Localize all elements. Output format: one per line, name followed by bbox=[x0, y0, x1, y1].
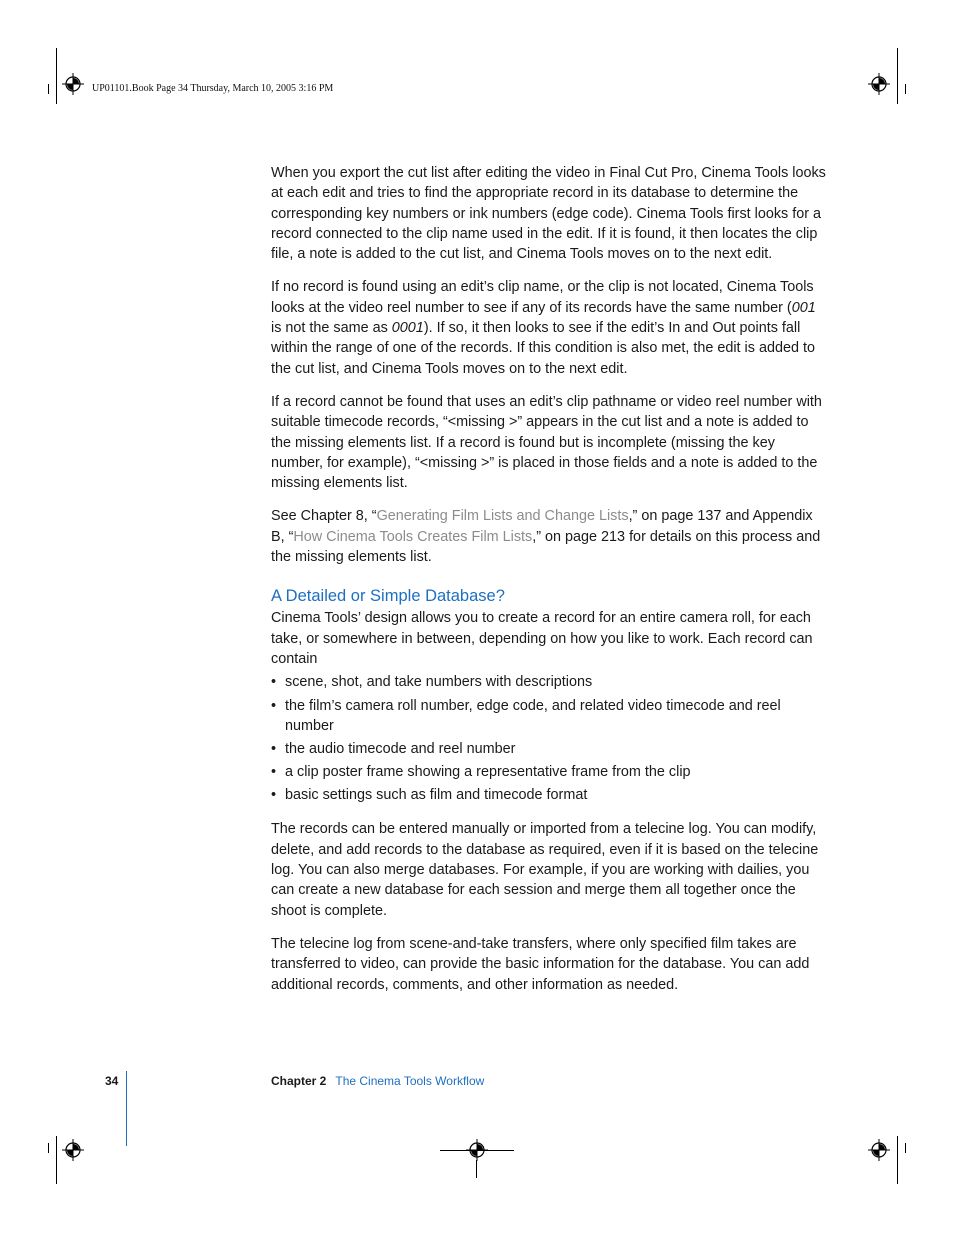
paragraph: When you export the cut list after editing the video in Final Cut Pro, Cinema Tools looks at each edit and tries to find the appropriate record in its database to determine the corresponding key numbers or ink numbers (edge code). Cinema Tools first looks for a record connected to the clip name used in the edit. If it is found, it then locates the clip file, a note is added to the cut list, and Cinema Tools moves on to the next edit. bbox=[271, 165, 826, 263]
list-item-text: the film’s camera roll number, edge code, and related video timecode and reel number bbox=[285, 697, 781, 734]
paragraph-text: If no record is found using an edit’s clip name, or the clip is not located, Cinema Tools looks at the video reel number to see if any of its records have the same number ( bbox=[271, 279, 814, 316]
paragraph-text: ,” on page 137 and Appendix B, “ bbox=[271, 508, 813, 545]
crop-mark bbox=[48, 84, 49, 94]
crop-mark bbox=[48, 1143, 49, 1153]
bullet-list bbox=[271, 672, 826, 805]
paragraph-text: ,” on page 213 for details on this process and the missing elements list. bbox=[271, 528, 821, 566]
bullet-icon: • bbox=[271, 674, 277, 691]
bullet-icon: • bbox=[271, 764, 277, 781]
paragraph bbox=[271, 506, 826, 567]
list-item-text: basic settings such as film and timecode format bbox=[285, 787, 588, 804]
registration-mark-icon bbox=[62, 1139, 84, 1161]
list-item-text: scene, shot, and take numbers with descriptions bbox=[285, 674, 593, 691]
paragraph: The telecine log from scene-and-take transfers, where only specified film takes are transferred to video, can provide the basic information for the database. You can add additional records, comments, and other information as needed. bbox=[271, 935, 810, 993]
paragraph-text: ). If so, it then looks to see if the edit’s In and Out points fall within the range of one of the records. If this condition is also met, the edit is added to the cut list, and Cinema Tools moves on to the next edit. bbox=[271, 320, 815, 377]
footer-chapter bbox=[271, 1074, 484, 1088]
chapter-label: Chapter 2 bbox=[271, 1074, 327, 1088]
crop-mark bbox=[56, 1136, 57, 1184]
crop-mark bbox=[905, 1143, 906, 1153]
bullet-icon: • bbox=[271, 787, 277, 804]
paragraph bbox=[271, 277, 826, 378]
registration-mark-icon bbox=[62, 73, 84, 95]
chapter-title-link[interactable]: The Cinema Tools Workflow bbox=[335, 1074, 485, 1088]
list-item bbox=[271, 762, 826, 782]
page-number: 34 bbox=[105, 1074, 119, 1088]
section-heading: A Detailed or Simple Database? bbox=[271, 587, 505, 606]
emphasis-text: 001 bbox=[791, 299, 816, 316]
cross-reference-link[interactable]: Generating Film Lists and Change Lists bbox=[376, 508, 629, 525]
list-item bbox=[271, 785, 826, 805]
print-slug: UP01101.Book Page 34 Thursday, March 10, 2005 3:16 PM bbox=[92, 83, 334, 94]
paragraph-text: See Chapter 8, “ bbox=[271, 508, 377, 525]
list-item-text: the audio timecode and reel number bbox=[285, 740, 516, 757]
bullet-icon: • bbox=[271, 740, 277, 757]
list-item bbox=[271, 672, 826, 692]
cross-reference-link[interactable]: How Cinema Tools Creates Film Lists bbox=[293, 528, 533, 545]
list-item bbox=[271, 739, 826, 759]
registration-mark-icon bbox=[868, 73, 890, 95]
registration-mark-icon bbox=[868, 1139, 890, 1161]
list-item bbox=[271, 696, 826, 736]
bullet-icon: • bbox=[271, 697, 277, 714]
crop-mark bbox=[56, 48, 57, 104]
list-item-text: a clip poster frame showing a representative frame from the clip bbox=[285, 764, 691, 781]
crop-mark bbox=[476, 1160, 477, 1178]
crop-mark bbox=[897, 48, 898, 104]
paragraph: The records can be entered manually or imported from a telecine log. You can modify, delete, and add records to the database as required, even if it is based on the telecine log. You can also merge databases. For example, if you are working with dailies, you can create a new database for each session and merge them all together once the shoot is complete. bbox=[271, 821, 819, 919]
footer-divider bbox=[126, 1071, 127, 1146]
paragraph: Cinema Tools’ design allows you to create a record for an entire camera roll, for each take, or somewhere in between, depending on how you like to work. Each record can contain bbox=[271, 610, 813, 667]
crop-mark bbox=[905, 84, 906, 94]
crop-mark bbox=[897, 1136, 898, 1184]
registration-mark-icon bbox=[466, 1139, 488, 1161]
main-content bbox=[271, 163, 826, 1008]
emphasis-text: 0001 bbox=[391, 320, 424, 337]
paragraph: If a record cannot be found that uses an edit’s clip pathname or video reel number with suitable timecode records, “<missing >” appears in the cut list and a note is added to the missing elements list. If a record is found but is incomplete (missing the key number, for example), “<missing >” is placed in those fields and a note is added to the missing elements list. bbox=[271, 393, 822, 492]
paragraph-text: is not the same as bbox=[271, 320, 392, 337]
